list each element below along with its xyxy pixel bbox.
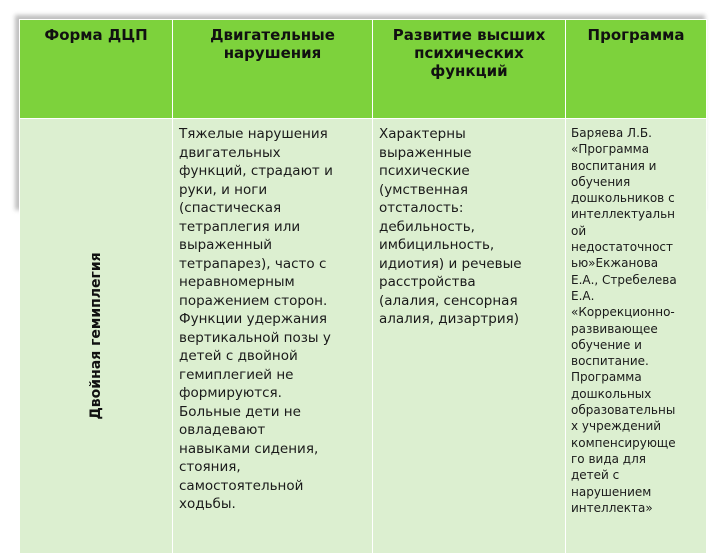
- cell-line: Е.А.: [571, 288, 595, 303]
- motor-text: [179, 125, 367, 514]
- cell-line: развивающее: [571, 321, 658, 336]
- cell-line: Тяжелые нарушения: [179, 126, 328, 142]
- cell-line: Баряева Л.Б.: [571, 126, 652, 140]
- cell-program: [566, 119, 707, 554]
- cell-line: овладевают: [179, 422, 266, 438]
- cell-line: Функции удержания: [179, 311, 327, 327]
- cell-line: тетрапарез), часто с: [179, 255, 327, 272]
- cell-line: нарушением: [571, 484, 652, 499]
- cell-line: дебильность,: [379, 218, 475, 235]
- cell-line: Характерны: [379, 126, 466, 142]
- cell-line: выраженный: [179, 237, 273, 253]
- cell-line: детей с двойной: [179, 348, 298, 364]
- cell-line: воспитание.: [571, 354, 649, 369]
- mental-text: [379, 125, 560, 329]
- form-name-vertical: Двойная гемиплегия: [87, 252, 104, 420]
- cell-line: отсталость:: [379, 200, 464, 216]
- cell-line: обучение и: [571, 337, 642, 352]
- cell-line: гемиплегией не: [179, 366, 294, 383]
- cell-mental: [373, 119, 566, 554]
- cell-line: недостаточност: [571, 240, 674, 255]
- cell-line: самостоятельной: [179, 477, 304, 494]
- cell-line: поражением сторон.: [179, 292, 328, 309]
- header-program: Программа: [566, 20, 707, 119]
- cell-line: расстройства: [379, 274, 476, 290]
- cell-line: формируются.: [179, 385, 282, 401]
- cell-line: Программа: [571, 370, 642, 385]
- cell-line: выраженные: [379, 144, 472, 161]
- cell-line: (спастическая: [179, 200, 282, 216]
- cell-line: «Коррекционно-: [571, 305, 675, 320]
- cell-line: дошкольных: [571, 386, 652, 401]
- cp-forms-table: [19, 19, 707, 554]
- program-text: [571, 125, 703, 516]
- cell-line: (алалия, сенсорная: [379, 292, 518, 309]
- cell-line: навыками сидения,: [179, 440, 319, 457]
- cell-motor: [173, 119, 373, 554]
- cell-line: психические: [379, 163, 470, 179]
- cell-line: образовательны: [571, 403, 676, 418]
- cell-line: х учреждений: [571, 419, 662, 434]
- cell-line: неравномерным: [179, 274, 295, 290]
- header-motor: Двигательные нарушения: [173, 20, 373, 119]
- cell-line: (умственная: [379, 181, 469, 198]
- cell-line: алалия, дизартрия): [379, 311, 520, 327]
- cell-line: «Программа: [571, 142, 650, 157]
- cell-line: двигательных: [179, 144, 281, 161]
- cell-line: воспитания и: [571, 158, 657, 173]
- cell-line: детей с: [571, 468, 620, 483]
- cell-line: обучения: [571, 174, 631, 189]
- cell-form: [20, 119, 173, 554]
- header-mental: Развитие высших психических функций: [373, 20, 566, 119]
- cell-line: руки, и ноги: [179, 181, 268, 198]
- cell-line: компенсирующе: [571, 435, 676, 450]
- cell-line: ью»Екжанова: [571, 256, 659, 271]
- table-row: [20, 119, 707, 554]
- table-header-row: [20, 20, 707, 119]
- cell-line: го вида для: [571, 451, 646, 466]
- cell-line: ходьбы.: [179, 496, 236, 512]
- cell-line: вертикальной позы у: [179, 329, 331, 346]
- cell-line: тетраплегия или: [179, 218, 301, 235]
- cell-line: дошкольников с: [571, 191, 675, 206]
- cell-line: интеллекта»: [571, 500, 653, 515]
- cell-line: ой: [571, 223, 587, 238]
- cell-line: функций, страдают и: [179, 163, 333, 179]
- cell-line: идиотия) и речевые: [379, 255, 522, 272]
- cell-line: интеллектуальн: [571, 207, 676, 222]
- cell-line: имбицильность,: [379, 237, 495, 253]
- cell-line: стояния,: [179, 459, 241, 475]
- cell-line: Больные дети не: [179, 403, 301, 420]
- header-form: Форма ДЦП: [20, 20, 173, 119]
- cell-line: Е.А., Стребелева: [571, 272, 677, 287]
